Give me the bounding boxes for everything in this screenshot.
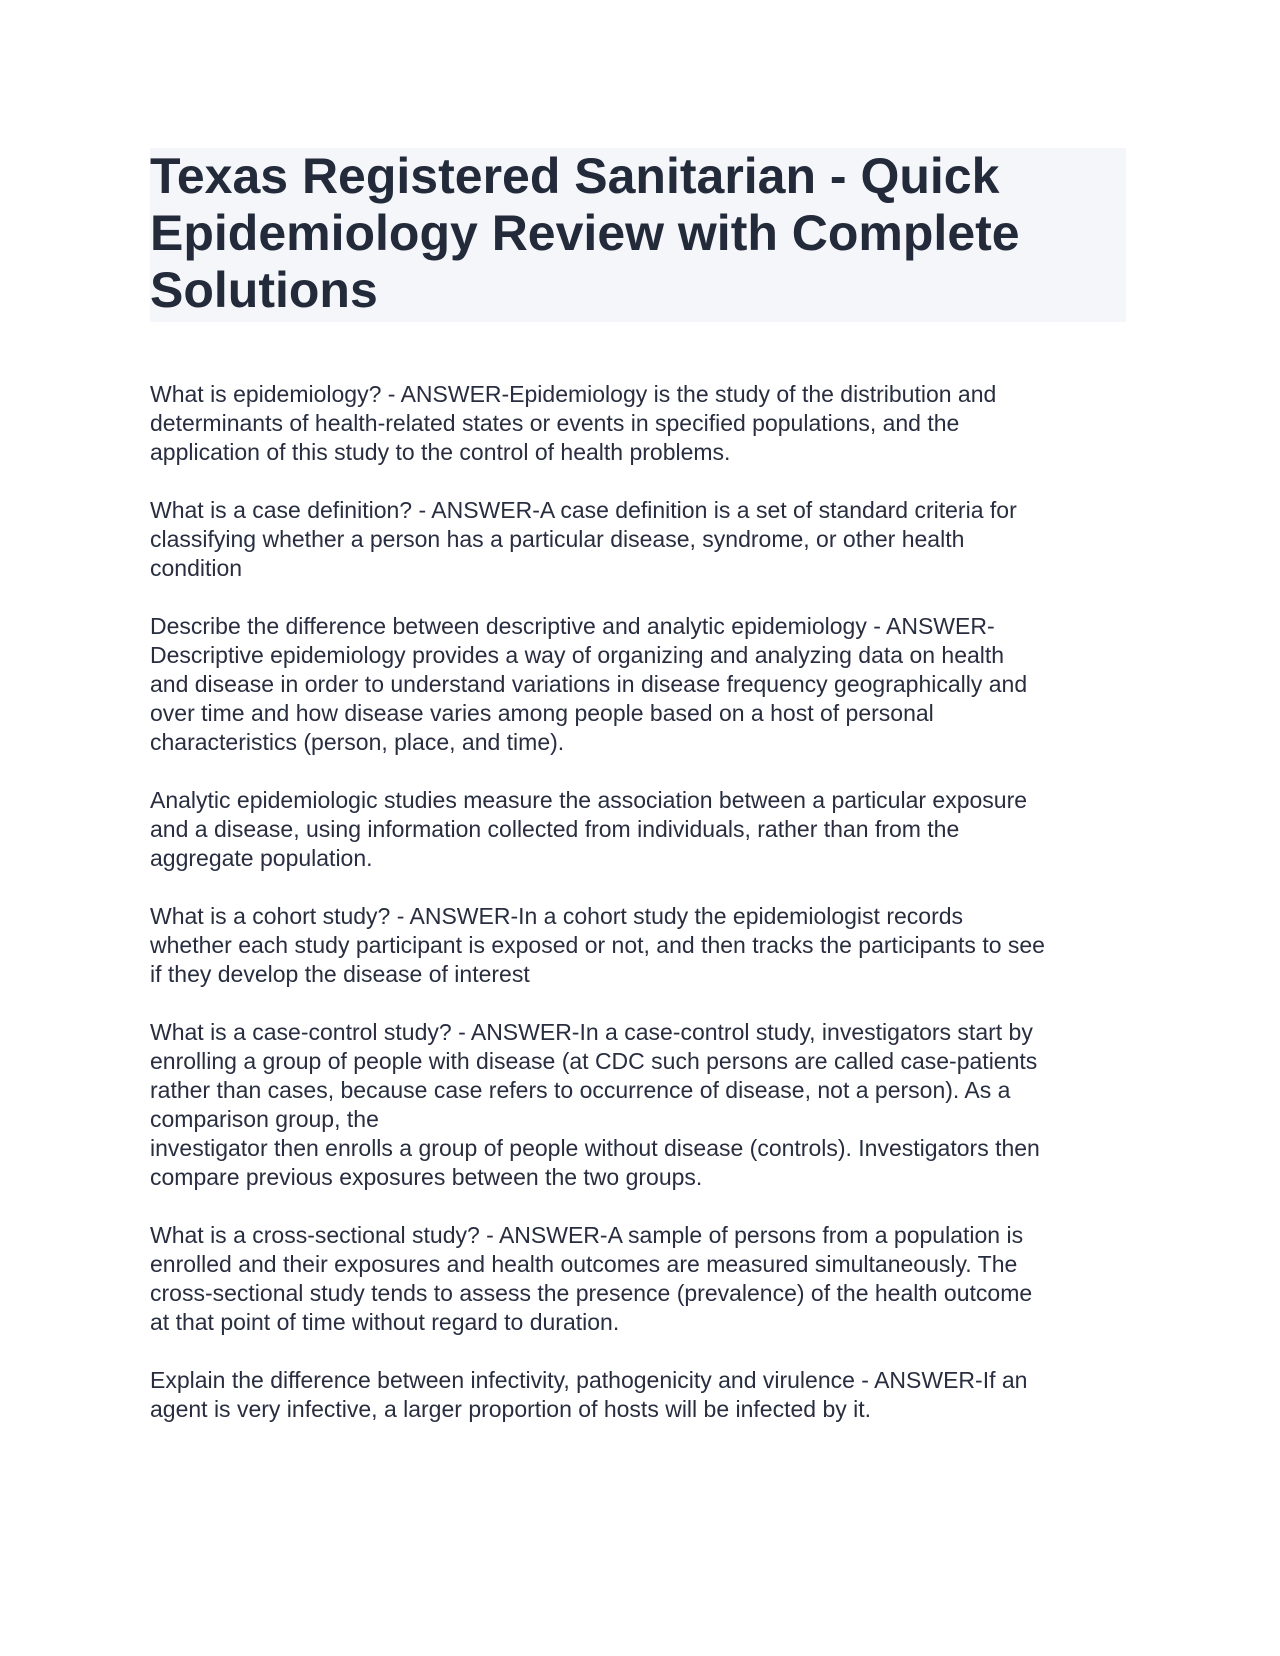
qa-paragraph-cross-sectional-study: What is a cross-sectional study? - ANSWER-A sample of persons from a population is enrolled and their exposures and health outcomes are measured simultaneously. The cross-sectional study tends to assess the presence (prevalence) of the health outcome at that point of time without regard to duration. [150,1222,1033,1335]
qa-paragraph-descriptive-vs-analytic: Describe the difference between descriptive and analytic epidemiology - ANSWER- Descriptive epidemiology provides a way of organizing and analyzing data on health and disease in order to understand variations in disease frequency geographically and over time and how disease varies among people based on a host of personal characteristics (person, place, and time). [150,613,1028,755]
qa-paragraph-infectivity: Explain the difference between infectivity, pathogenicity and virulence - ANSWER-If an agent is very infective, a larger proportion of hosts will be infected by it. [150,1367,1028,1422]
paragraph-analytic-studies: Analytic epidemiologic studies measure the association between a particular exposure and a disease, using information collected from individuals, rather than from the aggregate population. [150,787,1028,871]
qa-paragraph-case-control-study: What is a case-control study? - ANSWER-In a case-control study, investigators start by enrolling a group of people with disease (at CDC such persons are called case-patients rather than cases, because case refers to occurrence of disease, not a person). As a comparison group, the investigator then enrolls a group of people without disease (controls). Investigators then compare previous exposures between the two groups. [150,1019,1040,1190]
document-page [150,148,1126,1453]
document-body [150,380,1126,1424]
document-title: Texas Registered Sanitarian - Quick Epidemiology Review with Complete Solutions [150,148,1020,318]
title-block [150,148,1126,322]
qa-paragraph-case-definition: What is a case definition? - ANSWER-A case definition is a set of standard criteria for classifying whether a person has a particular disease, syndrome, or other health condition [150,497,1017,581]
qa-paragraph-cohort-study: What is a cohort study? - ANSWER-In a cohort study the epidemiologist records whether each study participant is exposed or not, and then tracks the participants to see if they develop the disease of interest [150,903,1045,987]
qa-paragraph-epidemiology: What is epidemiology? - ANSWER-Epidemiology is the study of the distribution and determinants of health-related states or events in specified populations, and the application of this study to the control of health problems. [150,381,997,465]
